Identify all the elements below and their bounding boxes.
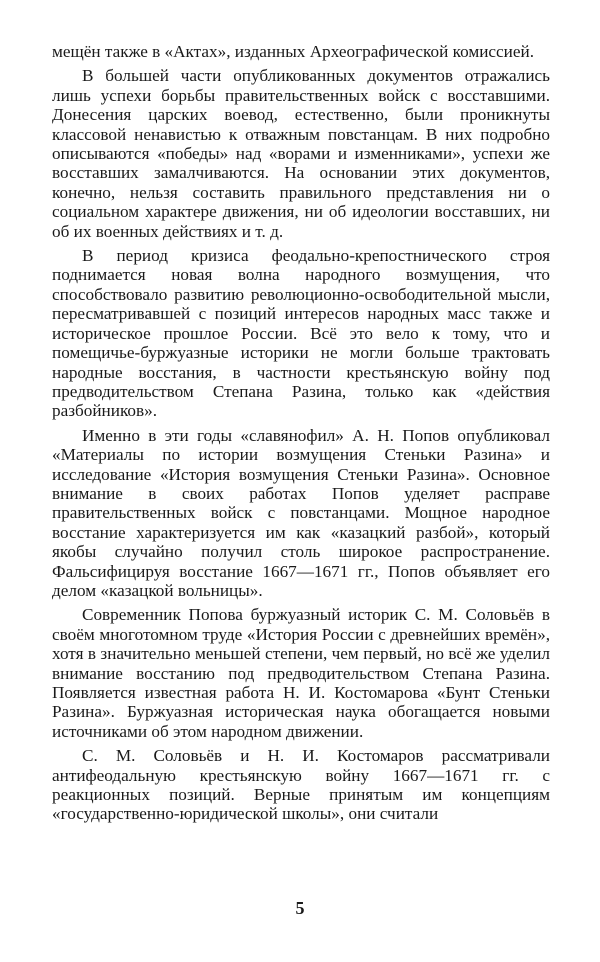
paragraph-crisis-period: В период кризиса феодально-крепостнического строя поднимается новая волна народного возмущения, что способствовало развитию революционно-освободительной мысли, пересматривавшей с позиций интересов народных масс также и историческое прошлое России. Всё это вело к тому, что и помещичье-буржуазные историки не могли больше трактовать народные восстания, в частности крестьянскую войну под предводительством Степана Разина, только как «действия разбойников».	[52, 246, 550, 421]
paragraph-kostomarov: С. М. Соловьёв и Н. И. Костомаров рассматривали антифеодальную крестьянскую войну 1667—1671 гг. с реакционных позиций. Верные принятым им концепциям «государственно-юридической школы», они считали	[52, 746, 550, 824]
paragraph-solovyov: Современник Попова буржуазный историк С. М. Соловьёв в своём многотомном труде «История России с древнейших времён», хотя в значительно меньшей степени, чем первый, но всё же уделил внимание восстанию под предводительством Степана Разина. Появляется известная работа Н. И. Костомарова «Бунт Стеньки Разина». Буржуазная историческая наука обогащается новыми источниками об этом народном движении.	[52, 605, 550, 741]
page-number: 5	[295, 898, 305, 918]
paragraph-continuation: мещён также в «Актах», изданных Археографической комиссией.	[52, 42, 534, 61]
paragraph-popov: Именно в эти годы «славянофил» А. Н. Попов опубликовал «Материалы по истории возмущения Стеньки Разина» и исследование «История возмущения Стеньки Разина». Основное внимание в своих работах Попов уделяет расправе правительственных войск с повстанцами. Мощное народное восстание характеризуется им как «казацкий разбой», который якобы случайно получил столь широкое распространение. Фальсифицируя восстание 1667—1671 гг., Попов объявляет его делом «казацкой вольницы».	[52, 425, 550, 600]
paragraph-documents: В большей части опубликованных документов отражались лишь успехи борьбы правительственных войск с восставшими. Донесения царских воевод, естественно, были проникнуты классовой ненавистью к отважным повстанцам. В них подробно описываются «победы» над «ворами и изменниками», успехи же восставших замалчиваются. На основании этих документов, конечно, нельзя составить правильного представления ни о социальном характере движения, ни об идеологии восставших, ни об их военных действиях и т. д.	[52, 66, 550, 241]
page-body	[52, 42, 550, 829]
